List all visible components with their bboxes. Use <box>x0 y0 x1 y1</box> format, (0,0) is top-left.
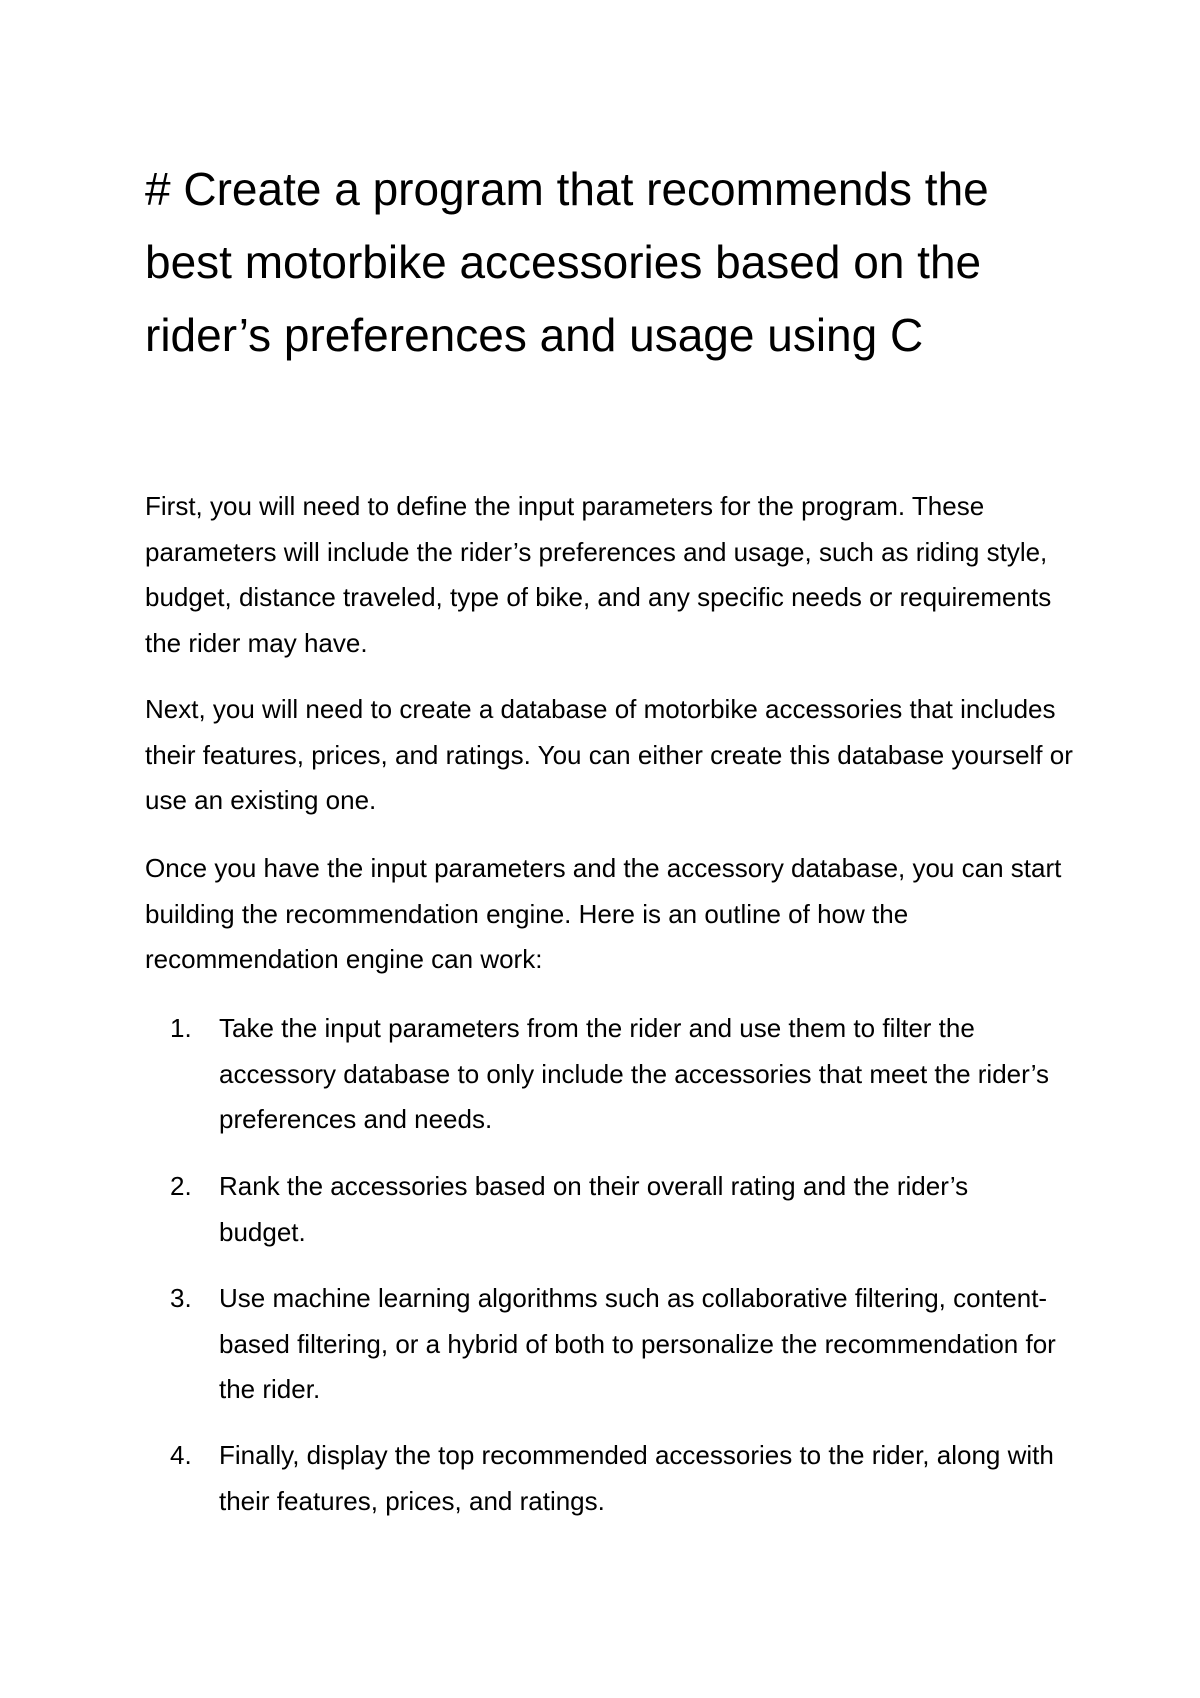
list-item-number: 2. <box>170 1171 192 1201</box>
list-item-number: 1. <box>170 1013 192 1043</box>
list-item-number: 3. <box>170 1283 192 1313</box>
document-title: # Create a program that recommends the best motorbike accessories based on the rider’s preferences and usage using C <box>145 163 989 361</box>
list-item-text: Finally, display the top recommended accessories to the rider, along with their features, prices, and ratings. <box>219 1440 1054 1516</box>
paragraph-accessory-database: Next, you will need to create a database of motorbike accessories that includes their features, prices, and ratings. You can either create this database yourself or use an existing one. <box>145 694 1073 815</box>
list-item-number: 4. <box>170 1440 192 1470</box>
list-item-text: Take the input parameters from the rider and use them to filter the accessory database to only include the accessories that meet the rider’s preferences and needs. <box>219 1013 1050 1134</box>
list-item-text: Rank the accessories based on their overall rating and the rider’s budget. <box>219 1171 969 1247</box>
paragraph-recommendation-engine: Once you have the input parameters and the accessory database, you can start building the recommendation engine. Here is an outline of how the recommendation engine can work: <box>145 853 1062 974</box>
list-item-text: Use machine learning algorithms such as collaborative filtering, content-based filtering, or a hybrid of both to personalize the recommendation for the rider. <box>219 1283 1056 1404</box>
paragraph-input-parameters: First, you will need to define the input parameters for the program. These parameters will include the rider’s preferences and usage, such as riding style, budget, distance traveled, type of bike, and any specific needs or requirements the rider may have. <box>145 491 1052 658</box>
